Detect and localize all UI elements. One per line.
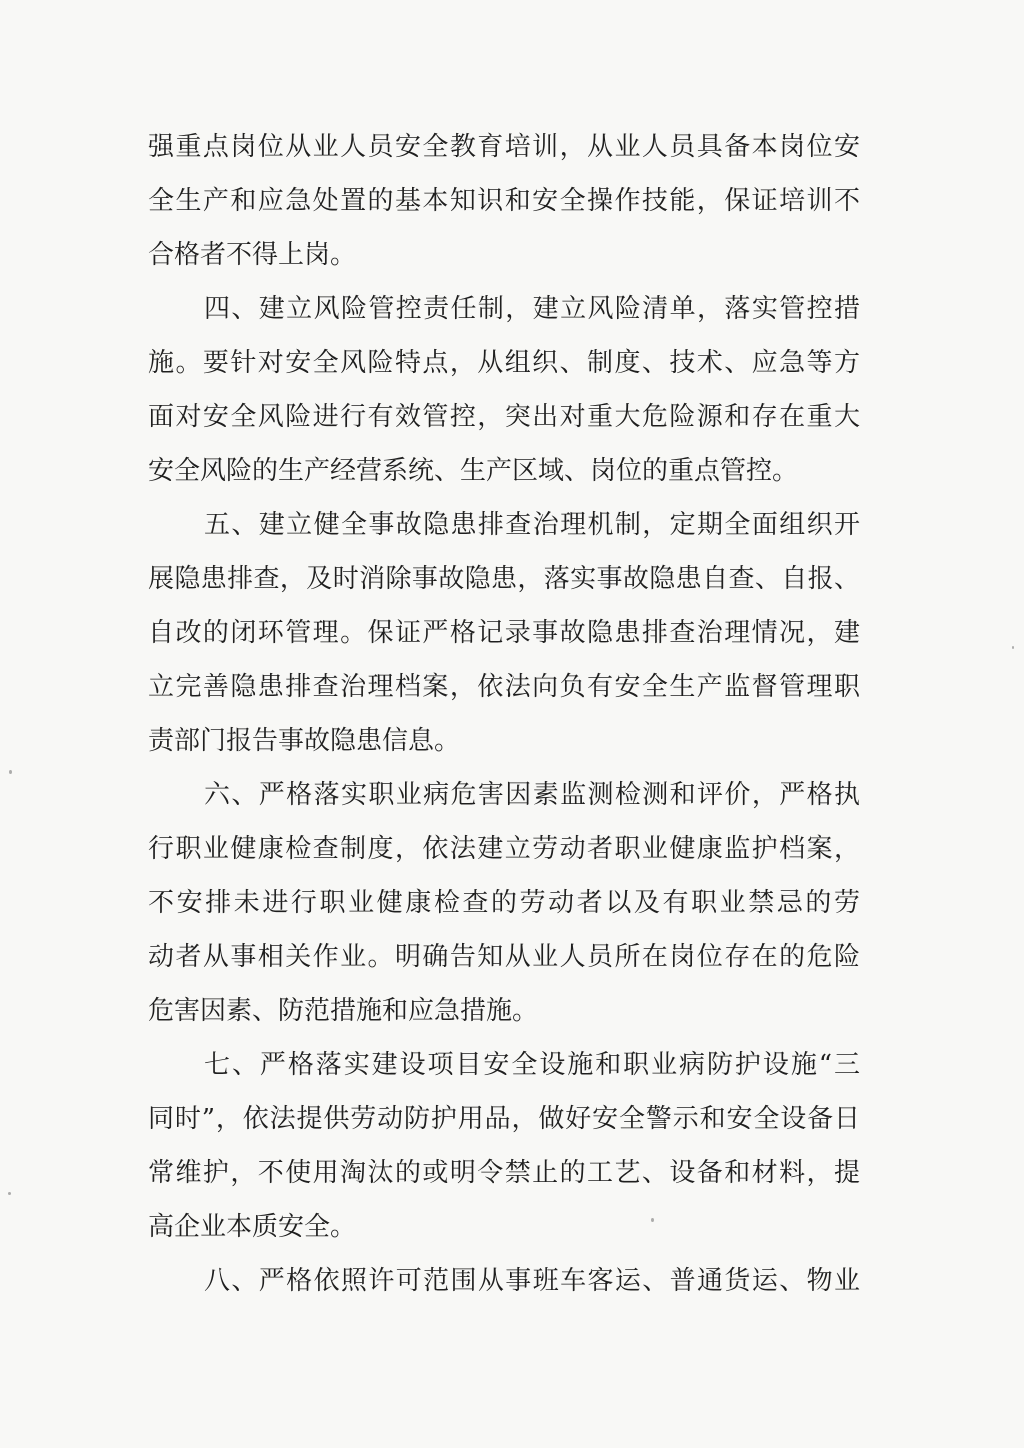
paragraph-item-6 bbox=[148, 768, 860, 1038]
text-line: 强重点岗位从业人员安全教育培训，从业人员具备本岗位安 bbox=[148, 132, 860, 162]
text-line: 不安排未进行职业健康检查的劳动者以及有职业禁忌的劳 bbox=[148, 888, 860, 918]
text-line: 高企业本质安全。 bbox=[148, 1212, 357, 1242]
document-body bbox=[148, 120, 860, 1308]
text-line: 面对安全风险进行有效管控，突出对重大危险源和存在重大 bbox=[148, 402, 860, 432]
text-line: 五、建立健全事故隐患排查治理机制，定期全面组织开 bbox=[204, 510, 860, 540]
text-line: 施。要针对安全风险特点，从组织、制度、技术、应急等方 bbox=[148, 348, 860, 378]
paragraph-item-7 bbox=[148, 1038, 860, 1254]
paragraph-item-8 bbox=[148, 1254, 860, 1308]
text-line: 全生产和应急处置的基本知识和安全操作技能，保证培训不 bbox=[148, 186, 860, 216]
text-line: 自改的闭环管理。保证严格记录事故隐患排查治理情况，建 bbox=[148, 618, 860, 648]
text-line: 七、严格落实建设项目安全设施和职业病防护设施“三 bbox=[204, 1050, 860, 1080]
paragraph-continuation bbox=[148, 120, 860, 282]
scan-speck bbox=[8, 1192, 11, 1195]
text-line: 安全风险的生产经营系统、生产区域、岗位的重点管控。 bbox=[148, 456, 799, 486]
paragraph-item-4 bbox=[148, 282, 860, 498]
scan-speck bbox=[9, 770, 12, 774]
text-line: 立完善隐患排查治理档案，依法向负有安全生产监督管理职 bbox=[148, 672, 860, 702]
text-line: 行职业健康检查制度，依法建立劳动者职业健康监护档案， bbox=[148, 834, 860, 864]
text-line: 常维护，不使用淘汰的或明令禁止的工艺、设备和材料，提 bbox=[148, 1158, 860, 1188]
text-line: 同时”，依法提供劳动防护用品，做好安全警示和安全设备日 bbox=[148, 1104, 860, 1134]
text-line: 展隐患排查，及时消除事故隐患，落实事故隐患自查、自报、 bbox=[148, 564, 860, 594]
scan-speck bbox=[1012, 646, 1014, 649]
text-line: 四、建立风险管控责任制，建立风险清单，落实管控措 bbox=[204, 294, 860, 324]
text-line: 合格者不得上岗。 bbox=[148, 240, 357, 270]
text-line: 动者从事相关作业。明确告知从业人员所在岗位存在的危险 bbox=[148, 942, 860, 972]
text-line: 八、严格依照许可范围从事班车客运、普通货运、物业 bbox=[204, 1266, 860, 1296]
scan-speck bbox=[651, 1218, 654, 1222]
text-line: 危害因素、防范措施和应急措施。 bbox=[148, 996, 539, 1026]
paragraph-item-5 bbox=[148, 498, 860, 768]
text-line: 责部门报告事故隐患信息。 bbox=[148, 726, 461, 756]
text-line: 六、严格落实职业病危害因素监测检测和评价，严格执 bbox=[204, 780, 860, 810]
